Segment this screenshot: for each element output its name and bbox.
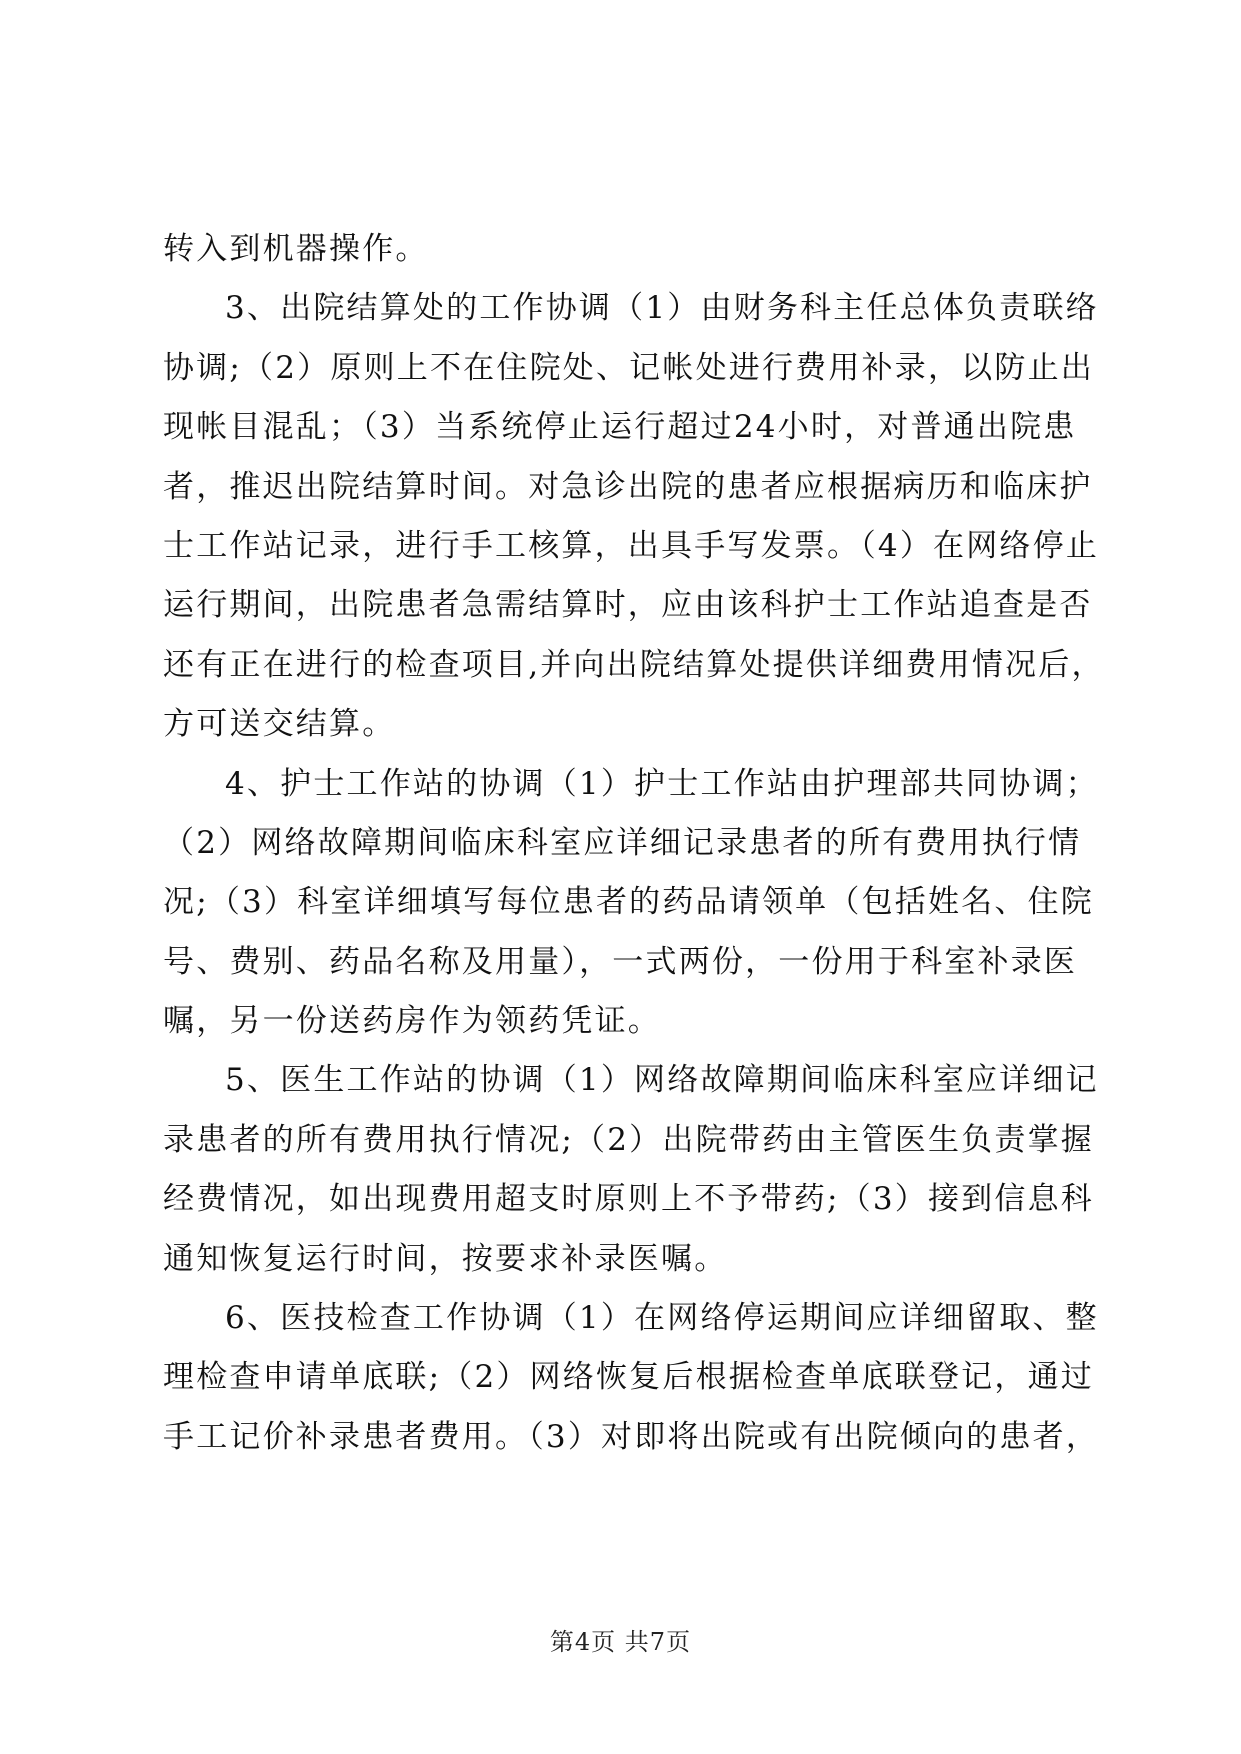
text-line: 5、医生工作站的协调（1）网络故障期间临床科室应详细记 <box>225 1062 1099 1099</box>
text-line: 号、费别、药品名称及用量），一式两份，一份用于科室补录医 <box>163 943 1078 980</box>
text-line: 手工记价补录患者费用。（3）对即将出院或有出院倾向的患者， <box>163 1418 1100 1455</box>
text-line: 嘱，另一份送药房作为领药凭证。 <box>163 1003 661 1040</box>
text-line: 现帐目混乱；（3）当系统停止运行超过24小时，对普通出院患 <box>163 409 1077 446</box>
text-line: 4、护士工作站的协调（1）护士工作站由护理部共同协调； <box>225 765 1099 802</box>
text-line: 者，推迟出院结算时间。对急诊出院的患者应根据病历和临床护 <box>163 468 1093 505</box>
text-line: （2）网络故障期间临床科室应详细记录患者的所有费用执行情 <box>163 824 1082 861</box>
text-line: 协调;（2）原则上不在住院处、记帐处进行费用补录，以防止出 <box>163 349 1094 386</box>
document-body <box>163 220 1105 1467</box>
text-line: 通知恢复运行时间，按要求补录医嘱。 <box>163 1240 728 1277</box>
text-line: 6、医技检查工作协调（1）在网络停运期间应详细留取、整 <box>225 1300 1099 1337</box>
text-line: 运行期间，出院患者急需结算时，应由该科护士工作站追查是否 <box>163 587 1093 624</box>
text-line: 理检查申请单底联;（2）网络恢复后根据检查单底联登记，通过 <box>163 1359 1094 1396</box>
text-line: 方可送交结算。 <box>163 706 396 743</box>
page-number-footer: 第4页 共7页 <box>549 1628 692 1656</box>
text-line: 况;（3）科室详细填写每位患者的药品请领单（包括姓名、住院 <box>163 884 1094 921</box>
text-line: 还有正在进行的检查项目,并向出院结算处提供详细费用情况后， <box>163 646 1105 683</box>
text-line: 转入到机器操作。 <box>163 231 429 267</box>
text-line: 经费情况，如出现费用超支时原则上不予带药;（3）接到信息科 <box>163 1181 1094 1218</box>
text-line: 录患者的所有费用执行情况;（2）出院带药由主管医生负责掌握 <box>163 1121 1094 1158</box>
text-line: 士工作站记录，进行手工核算，出具手写发票。（4）在网络停止 <box>163 527 1100 564</box>
text-line: 3、出院结算处的工作协调（1）由财务科主任总体负责联络 <box>225 290 1099 327</box>
